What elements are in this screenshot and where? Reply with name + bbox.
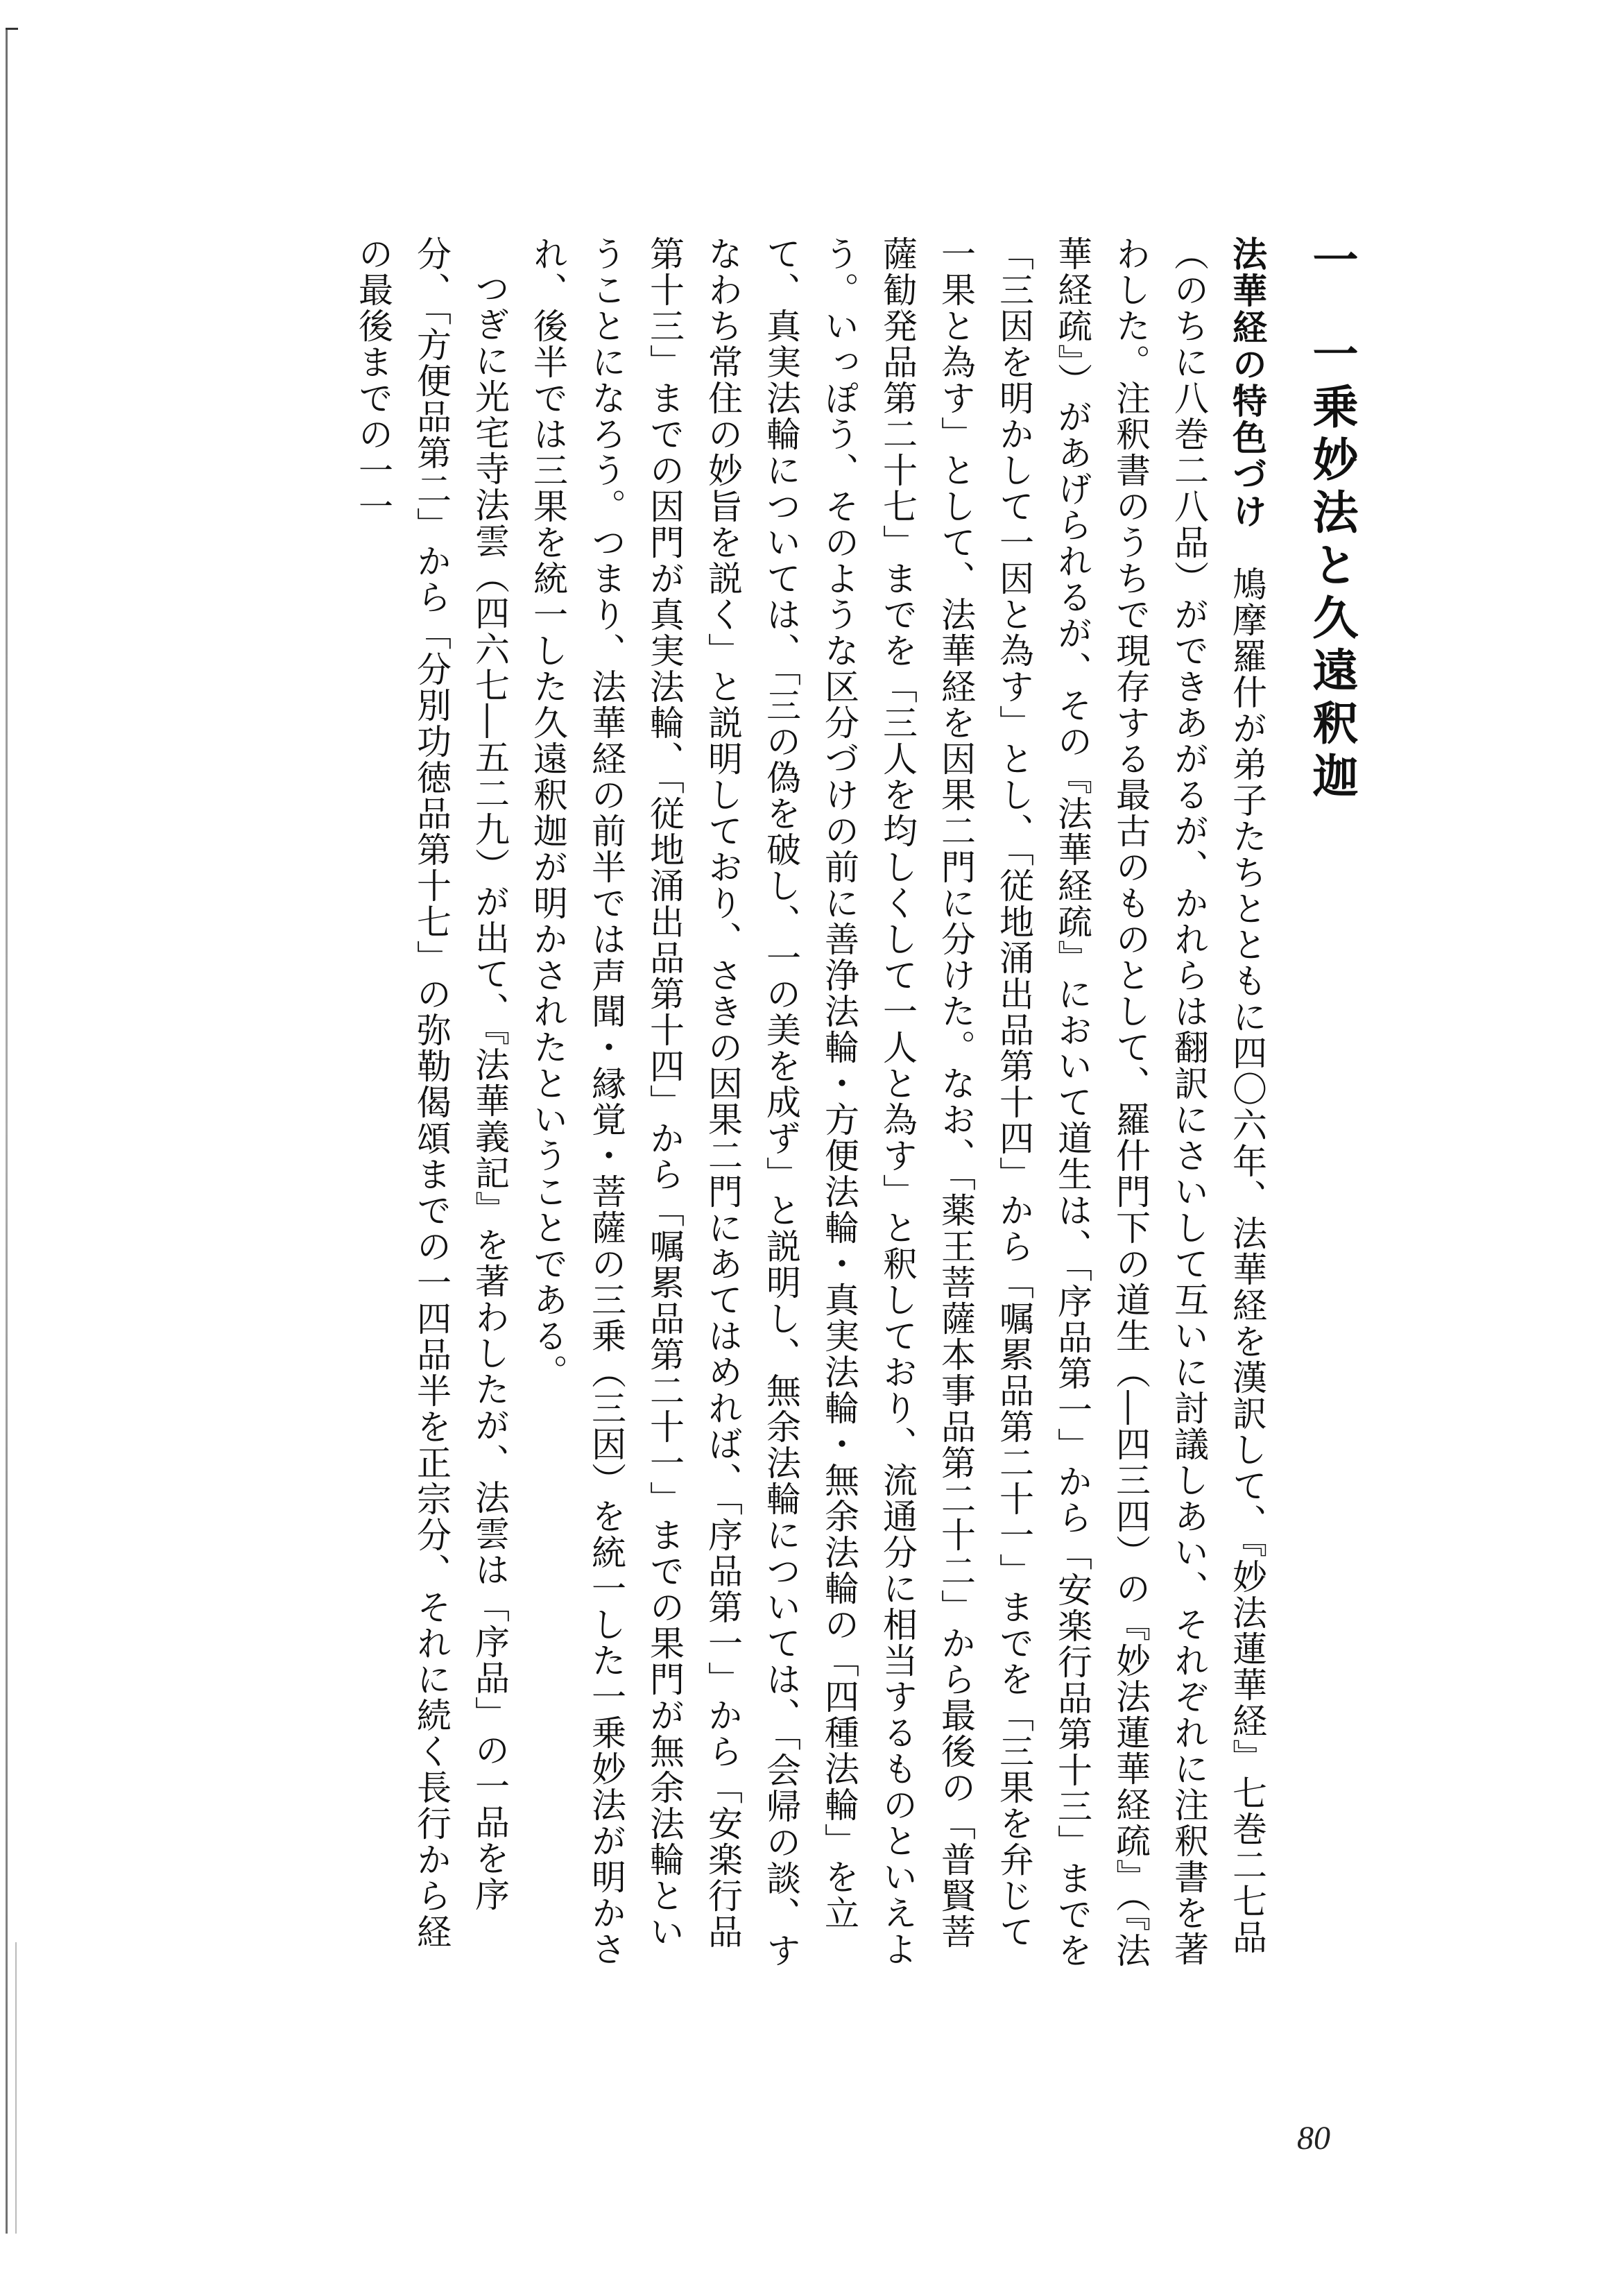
paragraph-1-text: 鳩摩羅什が弟子たちとともに四〇六年、法華経を漢訳して、『妙法蓮華経』七巻二七品（のちに八巻二八品）ができあがるが、かれらは翻訳にさいして互いに討議しあい、それぞれに注釈書を著わした。注釈書のうちで現存する最古のものとして、羅什門下の道生（―四三四）の『妙法蓮華経疏』（『法華経疏』）があげられるが、その『法華経疏』において道生は、「序品第一」から「安楽行品第十三」までを「三因を明かして一因と為す」とし、「従地涌出品第十四」から「嘱累品第二十一」までを「三果を弁じて一果と為す」として、法華経を因果二門に分けた。なお、「薬王菩薩本事品第二十二」から最後の「普賢菩薩勧発品第二十七」までを「三人を均しくして一人と為す」と釈しており、流通分に相当するものといえよう。いっぽう、そのような区分づけの前に善浄法輪・方便法輪・真実法輪・無余法輪の「四種法輪」を立て、真実法輪については、「三の偽を破し、一の美を成ず」と説明し、無余法輪については、「会帰の談、すなわち常住の妙旨を説く」と説明しており、さきの因果二門にあてはめれば、「序品第一」から「安楽行品第十三」までの因門が真実法輪、「従地涌出品第十四」から「嘱累品第二十一」までの果門が無余法輪ということになろう。つまり、法華経の前半では声聞・縁覚・菩薩の三乗（三因）を統一した一乗妙法が明かされ、後半では三果を統一した久遠釈迦が明かされたということである。 bbox=[528, 236, 1267, 1969]
chapter-number: 一 bbox=[1305, 236, 1359, 289]
paragraph-2: つぎに光宅寺法雲（四六七―五二九）が出て、『法華義記』を著わしたが、法雲は「序品」の一品を序分、「方便品第二」から「分別功徳品第十七」の弥勒偈頌までの一四品半を正宗分、それに続く長行から経の最後までの一一 bbox=[353, 236, 510, 1950]
chapter-title-text: 一乗妙法と久遠釈迦 bbox=[1305, 330, 1359, 805]
scan-edge-tick bbox=[6, 28, 18, 30]
section-heading: 法華経の特色づけ bbox=[1227, 236, 1267, 530]
scan-edge-line bbox=[6, 28, 8, 2234]
body-text bbox=[264, 236, 1276, 1970]
scan-edge-line-lower bbox=[15, 1942, 17, 2234]
paragraph-1 bbox=[519, 236, 1276, 1970]
page-number: 80 bbox=[1297, 2120, 1330, 2157]
chapter-title bbox=[1300, 236, 1363, 929]
